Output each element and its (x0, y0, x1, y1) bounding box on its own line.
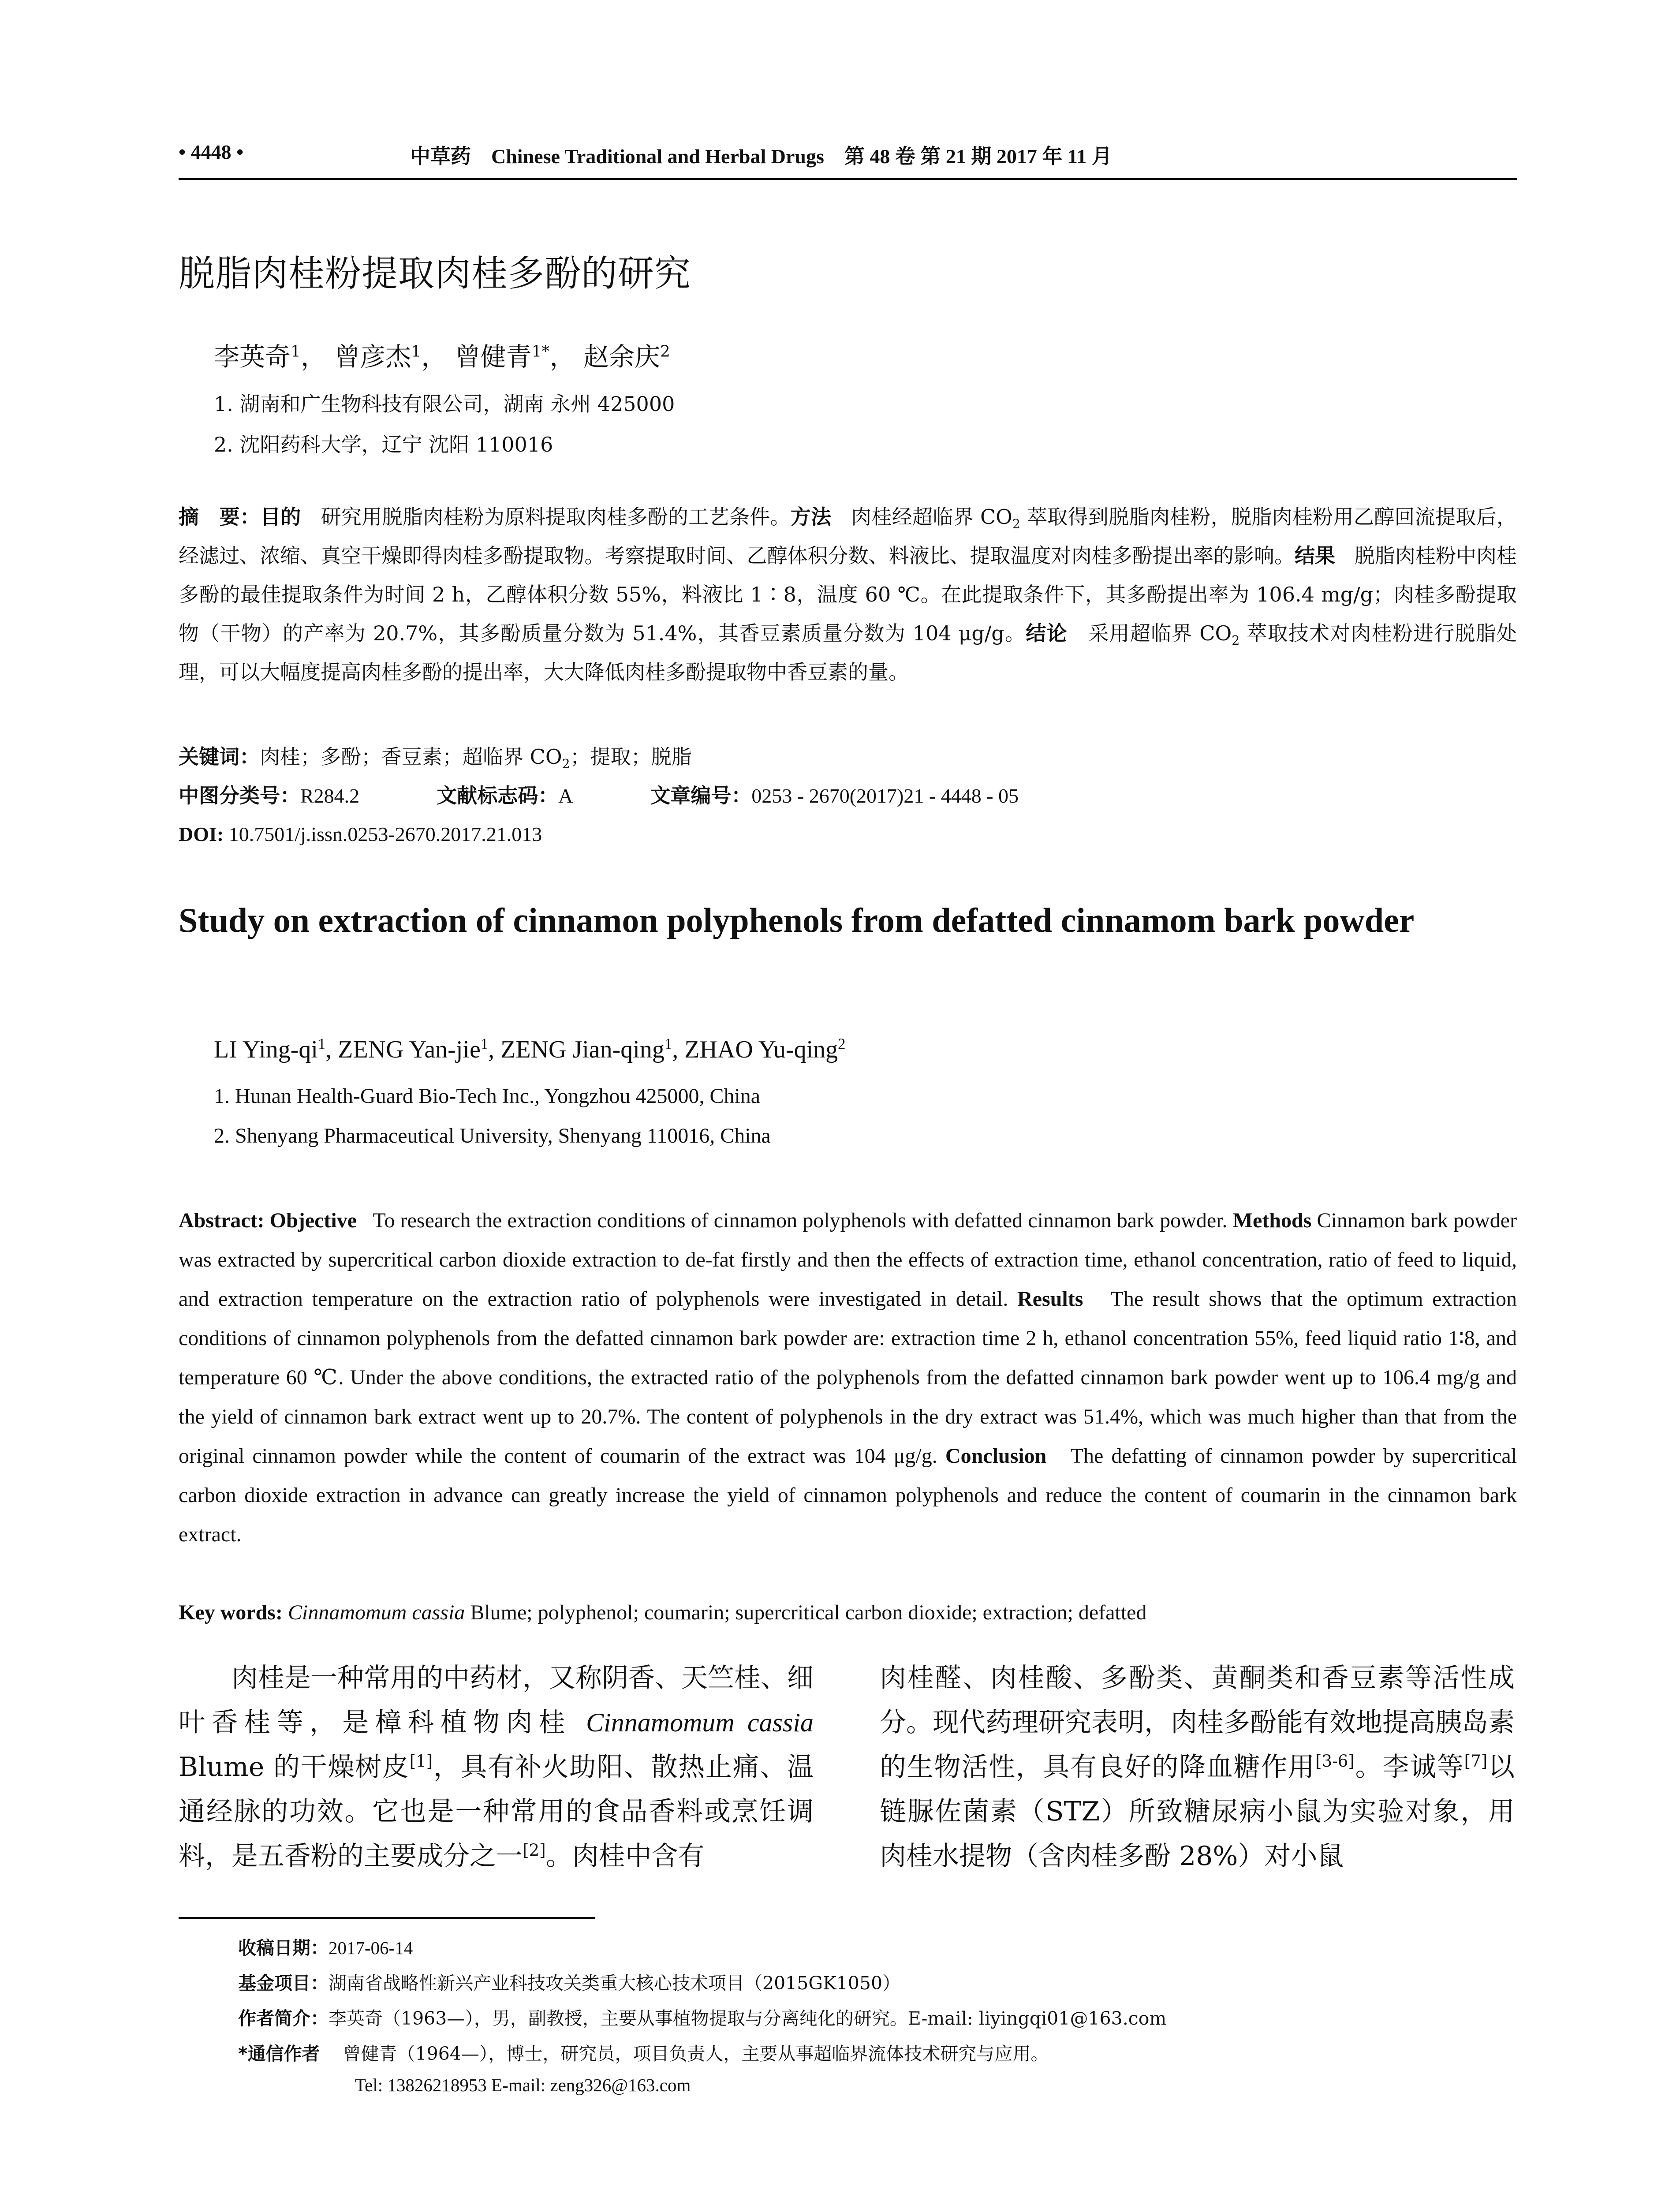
objective-text: To research the extraction conditions of cinnamon polyphenols with defatted cinnamon bark powder. (373, 1209, 1228, 1232)
keywords-text: 肉桂；多酚；香豆素；超临界 CO (260, 745, 562, 769)
article-no-value: 0253 - 2670(2017)21 - 4448 - 05 (751, 785, 1019, 807)
author-bio-text: 李英奇（1963—），男，副教授，主要从事植物提取与分离纯化的研究。E-mail: liyingqi01@163.com (329, 2008, 1167, 2029)
footnote-fund (238, 1969, 900, 1995)
conclusion-text: The defatting of cinnamon powder by supercritical carbon dioxide extraction in advance can greatly increase the yield of cinnamon polyphenols and reduce the content of coumarin in the cinnamon bark extract. (179, 1444, 1517, 1546)
author-bio-label: 作者简介： (238, 2008, 329, 2029)
journal-issue: 第 48 卷 第 21 期 2017 年 11 月 (844, 145, 1112, 168)
results-label: Results (1017, 1287, 1083, 1311)
objective-text: 研究用脱脂肉桂粉为原料提取肉桂多酚的工艺条件。 (321, 505, 791, 529)
clc-label: 中图分类号： (179, 784, 300, 807)
methods-label: Methods (1232, 1209, 1312, 1232)
footnote-contact: Tel: 13826218953 E-mail: zeng326@163.com (355, 2075, 691, 2095)
doc-code-value: A (558, 785, 573, 807)
keywords-text-cont: ；提取；脱脂 (570, 745, 692, 769)
title-en: Study on extraction of cinnamon polyphenols from defatted cinnamom bark powder (179, 901, 1415, 939)
abstract-objective-label: Abstract: Objective (179, 1209, 357, 1232)
received-date: 2017-06-14 (329, 1938, 413, 1958)
keywords-species: Cinnamomum cassia (287, 1601, 465, 1624)
fund-label: 基金项目： (238, 1973, 329, 1994)
citation: [1] (409, 1751, 433, 1771)
conclusion-text: 采用超临界 CO (1088, 621, 1232, 645)
footnote-author (238, 2004, 1166, 2030)
keywords-text: Blume; polyphenol; coumarin; supercritical carbon dioxide; extraction; defatted (465, 1601, 1147, 1624)
keywords-en (179, 1593, 1517, 1632)
methods-text: Cinnamon bark powder was extracted by supercritical carbon dioxide extraction to de-fat firstly and then the effects of extraction time, ethanol concentration, ratio of feed to liquid, and extraction temperature on the extraction ratio of polyphenols were investigated in detail. (179, 1209, 1517, 1311)
classification-line (179, 776, 1546, 815)
author-affiliation-mark: 2 (838, 1035, 846, 1053)
author-name: ZHAO Yu-qing (684, 1036, 838, 1063)
journal-name-en: Chinese Traditional and Herbal Drugs (491, 145, 824, 168)
affiliation-cn-1: 1. 湖南和广生物科技有限公司，湖南 永州 425000 (214, 392, 675, 416)
author-affiliation-mark: 2 (660, 342, 670, 361)
footnote-received (238, 1933, 413, 1959)
affiliation-en-1: 1. Hunan Health-Guard Bio-Tech Inc., Yongzhou 425000, China (214, 1084, 761, 1108)
article-no-label: 文章编号： (650, 784, 752, 807)
citation: [7] (1464, 1751, 1488, 1771)
author-affiliation-mark: 1* (531, 342, 550, 361)
title-cn: 脱脂肉桂粉提取肉桂多酚的研究 (179, 253, 691, 295)
footnote-corresponding (238, 2039, 1049, 2065)
body-text: ，具有补火助阳、散热止痛、温通经脉的功效。它也是一种常用的食品香料或烹饪调料，是五香粉的主要成分之一 (179, 1752, 814, 1872)
body-text: Blume 的干燥树皮 (179, 1752, 410, 1783)
received-label: 收稿日期： (238, 1937, 329, 1958)
header-rule (179, 178, 1517, 180)
author-name: ZENG Yan-jie (338, 1036, 481, 1063)
body-text: 以链脲佐菌素（STZ）所致糖尿病小鼠为实验对象，用肉桂水提物（含肉桂多酚 28%）对小鼠 (880, 1752, 1515, 1872)
conclusion-label: Conclusion (945, 1444, 1047, 1468)
author-affiliation-mark: 1 (291, 342, 301, 361)
keywords-cn: 关键词：肉桂；多酚；香豆素；超临界 $CO_2$；提取；脱脂 (179, 745, 692, 772)
affiliation-en-2: 2. Shenyang Pharmaceutical University, Shenyang 110016, China (214, 1124, 771, 1147)
running-header (179, 140, 1517, 180)
abstract-en (179, 1201, 1517, 1554)
doi-value[interactable]: 10.7501/j.issn.0253-2670.2017.21.013 (228, 823, 542, 845)
author-affiliation-mark: 1 (317, 1035, 326, 1053)
author-affiliation-mark: 1 (480, 1035, 489, 1053)
author-name: 李英奇 (214, 342, 291, 372)
conclusion-text-cont: 萃取技术对肉桂粉进行脱脂处理，可以大幅度提高肉桂多酚的提出率，大大降低肉桂多酚提取物中香豆素的量。 (179, 621, 1517, 684)
keywords-label: Key words: (179, 1601, 283, 1624)
keywords-label: 关键词： (179, 745, 260, 769)
author-name: 赵余庆 (583, 342, 660, 372)
body-text: 肉桂醛、肉桂酸、多酚类、黄酮类和香豆素等活性成分。现代药理研究表明，肉桂多酚能有效地提高胰岛素的生物活性，具有良好的降血糖作用 (880, 1663, 1515, 1783)
corresponding-label: *通信作者 (238, 2043, 320, 2064)
body-text: 肉桂是一种常用的中药材，又称阴香、天竺桂、细叶香桂等，是樟科植物肉桂 (179, 1663, 814, 1738)
corresponding-text: 曾健青（1964—），博士，研究员，项目负责人，主要从事超临界流体技术研究与应用。 (343, 2043, 1049, 2064)
results-label: 结果 (1294, 544, 1335, 568)
results-text: 脱脂肉桂粉中肉桂多酚的最佳提取条件为时间 2 h，乙醇体积分数 55%，料液比 1∶8，温度 60 ℃。在此提取条件下，其多酚提出率为 106.4 mg/g；肉桂多酚提取物（干物）的产率为 20.7%，其多酚质量分数为 51.4%，其香豆素质量分数为 104 μg/g。 (179, 544, 1517, 645)
clc-value: R284.2 (300, 785, 360, 807)
authors-cn: 李英奇$^1$， 曾彦杰$^1$， 曾健青$^{1*}$， 赵余庆$^2$ (214, 342, 670, 372)
body-column-left (179, 1656, 814, 1879)
conclusion-label: 结论 (1026, 621, 1068, 645)
species-name: Cinnamomum cassia (586, 1708, 814, 1737)
page-number: • 4448 • (179, 141, 244, 163)
fund-text: 湖南省战略性新兴产业科技攻关类重大核心技术项目（2015GK1050） (329, 1973, 901, 1994)
objective-label: 目的 (260, 505, 301, 529)
citation: [3-6] (1315, 1751, 1355, 1771)
doc-code-label: 文献标志码： (437, 784, 559, 807)
abstract-label: 摘 要： (179, 505, 261, 529)
author-name: ZENG Jian-qing (500, 1036, 665, 1063)
journal-line (410, 140, 1112, 169)
author-name: 曾彦杰 (334, 342, 411, 372)
author-name: 曾健青 (455, 342, 532, 372)
citation: [2] (523, 1840, 546, 1860)
methods-text-cont: 萃取得到脱脂肉桂粉，脱脂肉桂粉用乙醇回流提取后，经滤过、浓缩、真空干燥即得肉桂多酚提取物。考察提取时间、乙醇体积分数、料液比、提取温度对肉桂多酚提出率的影响。 (179, 505, 1517, 568)
author-affiliation-mark: 1 (411, 342, 422, 361)
footnote-rule (179, 1917, 595, 1919)
doi-label: DOI: (179, 823, 224, 845)
author-name: LI Ying-qi (214, 1036, 318, 1063)
body-text: 。肉桂中含有 (545, 1841, 705, 1872)
journal-name-cn: 中草药 (410, 144, 471, 168)
body-column-right (880, 1656, 1515, 1879)
abstract-cn: 摘 要：目的 研究用脱脂肉桂粉为原料提取肉桂多酚的工艺条件。方法 肉桂经超临界 $CO_2$ 萃取得到脱脂肉桂粉，脱脂肉桂粉用乙醇回流提取后，经滤过、浓缩、真空干燥即得肉桂多酚提取物。考察提取时间、乙醇体积分数、料液比、提取温度对肉桂多酚提出率的影响。结果 脱脂肉桂粉中肉桂多酚的最佳提取条件为时间 2 h，乙醇体积分数 55%，料液比 1∶8，温度 60 ℃。在此提取条件下，其多酚提出率为 106.4 mg/g；肉桂多酚提取物（干物）的产率为 20.7%，其多酚质量分数为 51.4%，其香豆素质量分数为 104 μg/g。结论 采用超临界 $CO_2$ 萃取技术对肉桂粉进行脱脂处理，可以大幅度提高肉桂多酚的提出率，大大降低肉桂多酚提取物中香豆素的量。 (179, 505, 1517, 684)
methods-text: 肉桂经超临界 CO (851, 505, 1012, 529)
body-text: 。李诚等 (1354, 1752, 1464, 1783)
affiliation-cn-2: 2. 沈阳药科大学，辽宁 沈阳 110016 (214, 433, 553, 456)
methods-label: 方法 (790, 505, 832, 529)
results-text: The result shows that the optimum extraction conditions of cinnamon polyphenols from the defatted cinnamon bark powder are: extraction time 2 h, ethanol concentration 55%, feed liquid ratio 1∶8, and temperature 60 ℃. Under the above conditions, the extracted ratio of the polyphenols from the defatted cinnamon bark powder went up to 106.4 mg/g and the yield of cinnamon bark extract went up to 20.7%. The content of polyphenols in the dry extract was 51.4%, which was much higher than that from the original cinnamon powder while the content of coumarin of the extract was 104 μg/g. (179, 1287, 1517, 1468)
authors-en: LI Ying-$qi^1$, ZENG Yan-jie$^1$, ZENG Jian-qing$^1$, ZHAO Yu-qing$^2$ (214, 1035, 846, 1063)
doi-line (179, 815, 1517, 854)
author-affiliation-mark: 1 (664, 1035, 672, 1053)
